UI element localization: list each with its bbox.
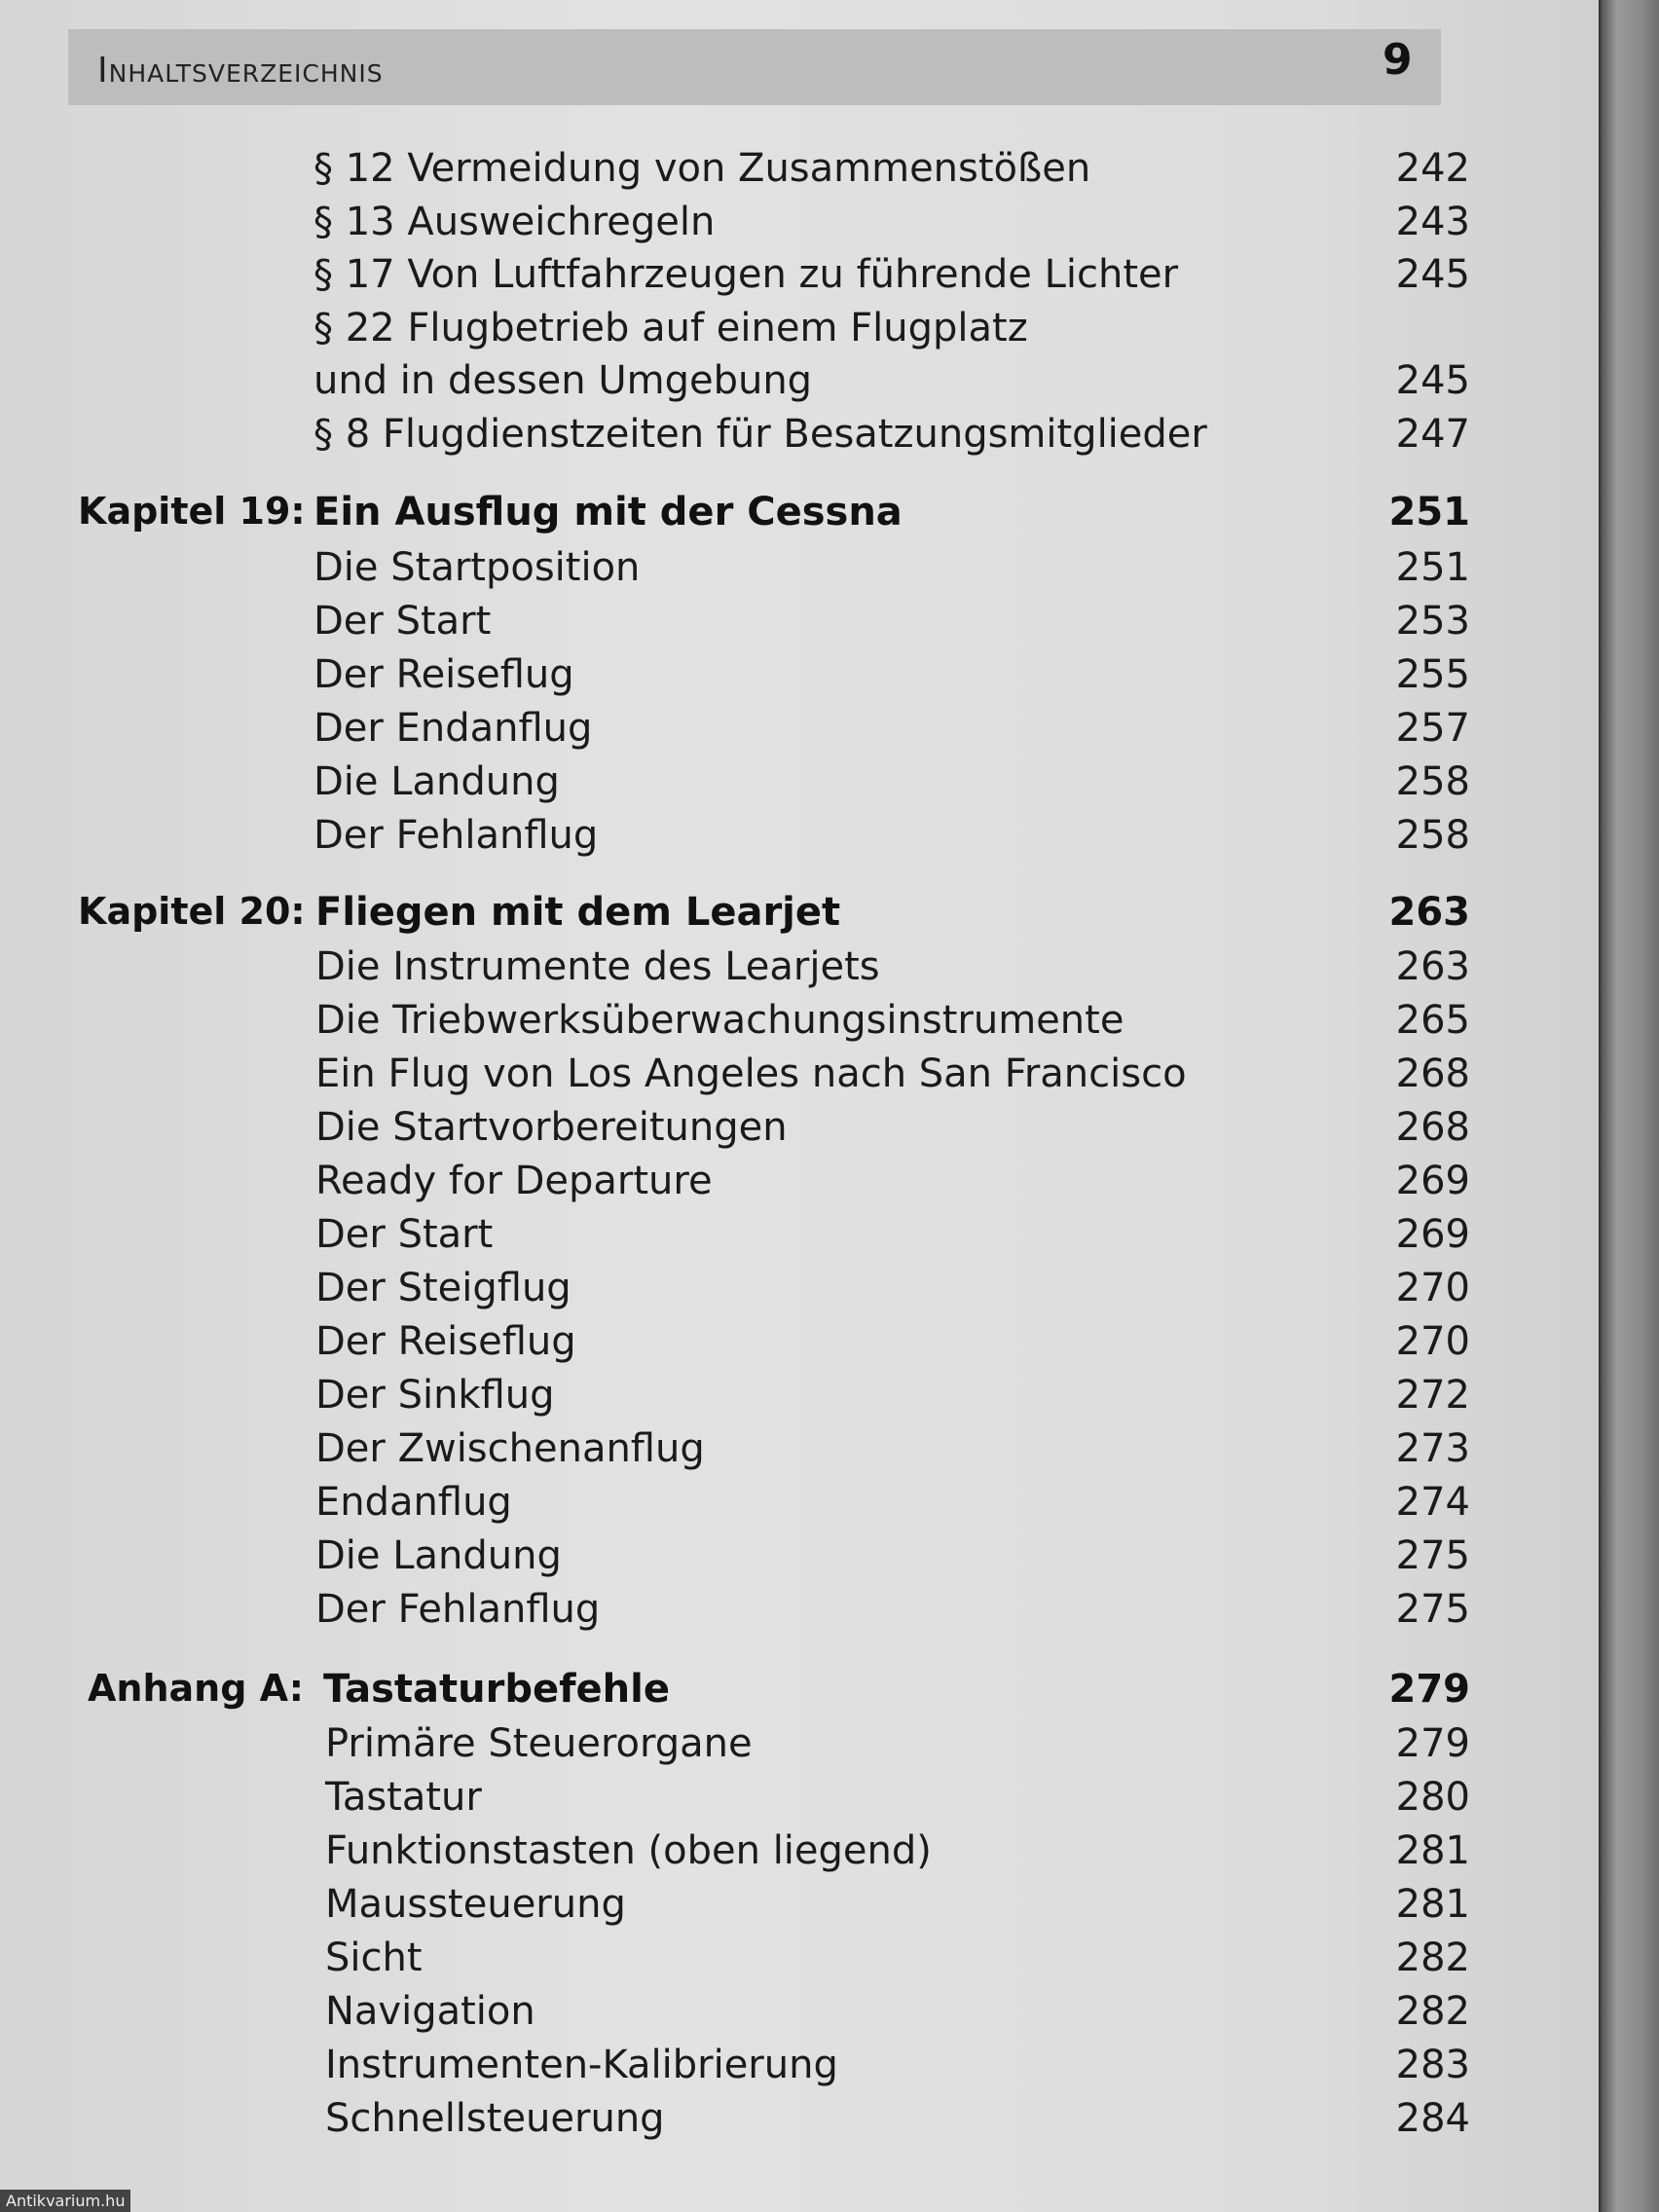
toc-entry: [0, 1533, 1616, 1586]
page-edge: [1599, 0, 1659, 2212]
toc-entry-title: Der Reiseflug: [315, 1319, 576, 1364]
toc-entry-page: 243: [1395, 200, 1470, 244]
toc-entry-title: Der Reiseflug: [313, 652, 574, 697]
toc-entry-page: 272: [1395, 1373, 1470, 1418]
toc-entry: [0, 1587, 1616, 1640]
toc-entry-title: Der Steigflug: [315, 1266, 571, 1310]
toc-entry: [0, 1212, 1616, 1265]
chapter-page: 251: [1388, 490, 1470, 535]
toc-entry: [0, 2043, 1616, 2095]
toc-entry-title: Die Triebwerksüberwachungsinstrumente: [315, 998, 1124, 1043]
toc-entry-page: 245: [1395, 252, 1470, 297]
toc-entry-title: Der Endanflug: [313, 706, 593, 751]
toc-entry-title: und in dessen Umgebung: [313, 358, 813, 403]
toc-entry-page: 282: [1395, 1989, 1470, 2034]
toc-entry: [0, 1721, 1616, 1774]
toc-entry: [0, 412, 1616, 464]
toc-entry: [0, 306, 1616, 358]
chapter-title: Ein Ausflug mit der Cessna: [313, 490, 903, 535]
toc-entry-page: 253: [1395, 599, 1470, 644]
toc-entry: [0, 1882, 1616, 1935]
toc-entry-title: Die Startvorbereitungen: [315, 1105, 788, 1150]
toc-entry-page: 270: [1395, 1266, 1470, 1310]
chapter-page: 263: [1388, 890, 1470, 935]
toc-entry-title: Ready for Departure: [315, 1159, 713, 1203]
toc-entry-page: 283: [1395, 2043, 1470, 2087]
toc-entry-page: 275: [1395, 1533, 1470, 1578]
toc-entry-page: 258: [1395, 759, 1470, 804]
toc-entry: [0, 652, 1616, 705]
toc-entry-title: Tastatur: [325, 1775, 482, 1820]
toc-entry-title: Primäre Steuerorgane: [325, 1721, 753, 1766]
toc-entry-title: Der Start: [313, 599, 492, 644]
toc-entry-title: Navigation: [325, 1989, 535, 2034]
toc-entry: [0, 2096, 1616, 2149]
toc-entry-title: Ein Flug von Los Angeles nach San Francisco: [315, 1051, 1187, 1096]
toc-entry-page: 281: [1395, 1882, 1470, 1927]
toc-entry-page: 268: [1395, 1051, 1470, 1096]
toc-entry: [0, 200, 1616, 252]
chapter-label: Anhang A:: [88, 1667, 304, 1710]
toc-entry: [0, 1266, 1616, 1318]
toc-entry-title: Schnellsteuerung: [325, 2096, 665, 2141]
toc-entry-page: 270: [1395, 1319, 1470, 1364]
toc-entry-title: Der Sinkflug: [315, 1373, 555, 1418]
toc-entry-page: 263: [1395, 944, 1470, 989]
toc-entry-page: 245: [1395, 358, 1470, 403]
toc-entry-title: Sicht: [325, 1936, 423, 1980]
toc-entry: [0, 1373, 1616, 1425]
toc-entry-title: Maussteuerung: [325, 1882, 626, 1927]
toc-entry: [0, 599, 1616, 651]
toc-entry-title: Die Landung: [313, 759, 560, 804]
toc-entry: [0, 1051, 1616, 1104]
toc-entry-page: 257: [1395, 706, 1470, 751]
toc-entry-title: Der Fehlanflug: [315, 1587, 601, 1632]
toc-entry: [0, 1159, 1616, 1211]
page-title: Inhaltsverzeichnis: [97, 51, 384, 91]
chapter-label: Kapitel 19:: [78, 490, 306, 533]
toc-entry-page: 282: [1395, 1936, 1470, 1980]
toc-entry-title: Instrumenten-Kalibrierung: [325, 2043, 838, 2087]
toc-entry-title: Die Instrumente des Learjets: [315, 944, 880, 989]
toc-entry-title: § 13 Ausweichregeln: [313, 200, 716, 244]
toc-entry-page: 258: [1395, 813, 1470, 858]
toc-entry: [0, 252, 1616, 305]
toc-entry-page: 268: [1395, 1105, 1470, 1150]
toc-entry: [0, 1319, 1616, 1372]
toc-entry-page: 247: [1395, 412, 1470, 457]
toc-entry-title: § 12 Vermeidung von Zusammenstößen: [313, 146, 1091, 191]
chapter-heading: [0, 490, 1616, 542]
toc-entry-title: § 8 Flugdienstzeiten für Besatzungsmitglieder: [313, 412, 1207, 457]
toc-entry: [0, 1936, 1616, 1988]
toc-entry-title: Der Fehlanflug: [313, 813, 599, 858]
toc-entry: [0, 1775, 1616, 1827]
toc-entry: [0, 998, 1616, 1051]
page-number: 9: [1382, 35, 1413, 85]
toc-entry-title: Die Landung: [315, 1533, 562, 1578]
chapter-heading: [0, 890, 1616, 942]
toc-entry: [0, 545, 1616, 598]
toc-entry: [0, 146, 1616, 199]
toc-entry: [0, 1989, 1616, 2042]
chapter-title: Tastaturbefehle: [323, 1667, 670, 1712]
toc-entry: [0, 1828, 1616, 1881]
toc-entry-page: 275: [1395, 1587, 1470, 1632]
toc-entry-page: 281: [1395, 1828, 1470, 1873]
toc-entry-page: 279: [1395, 1721, 1470, 1766]
toc-entry: [0, 1480, 1616, 1532]
toc-entry-page: 269: [1395, 1159, 1470, 1203]
chapter-page: 279: [1388, 1667, 1470, 1712]
toc-entry-page: 274: [1395, 1480, 1470, 1525]
toc-entry: [0, 358, 1616, 411]
toc-entry: [0, 944, 1616, 997]
toc-entry: [0, 1426, 1616, 1479]
toc-entry-page: 242: [1395, 146, 1470, 191]
toc-entry-page: 269: [1395, 1212, 1470, 1257]
toc-entry-page: 251: [1395, 545, 1470, 590]
toc-entry-page: 265: [1395, 998, 1470, 1043]
toc-entry-title: Die Startposition: [313, 545, 641, 590]
toc-entry-title: Endanflug: [315, 1480, 512, 1525]
chapter-title: Fliegen mit dem Learjet: [315, 890, 841, 935]
toc-entry-title: Funktionstasten (oben liegend): [325, 1828, 932, 1873]
chapter-heading: [0, 1667, 1616, 1719]
toc-entry-page: 273: [1395, 1426, 1470, 1471]
toc-entry-page: 255: [1395, 652, 1470, 697]
toc-entry: [0, 706, 1616, 758]
toc-entry-title: Der Zwischenanflug: [315, 1426, 705, 1471]
toc-entry: [0, 759, 1616, 812]
watermark: Antikvarium.hu: [0, 2190, 130, 2212]
toc-entry-page: 280: [1395, 1775, 1470, 1820]
toc-entry-title: Der Start: [315, 1212, 494, 1257]
toc-entry-page: 284: [1395, 2096, 1470, 2141]
toc-entry: [0, 1105, 1616, 1158]
toc-entry: [0, 813, 1616, 866]
toc-entry-title: § 17 Von Luftfahrzeugen zu führende Lichter: [313, 252, 1179, 297]
chapter-label: Kapitel 20:: [78, 890, 306, 933]
toc-entry-title: § 22 Flugbetrieb auf einem Flugplatz: [313, 306, 1028, 350]
